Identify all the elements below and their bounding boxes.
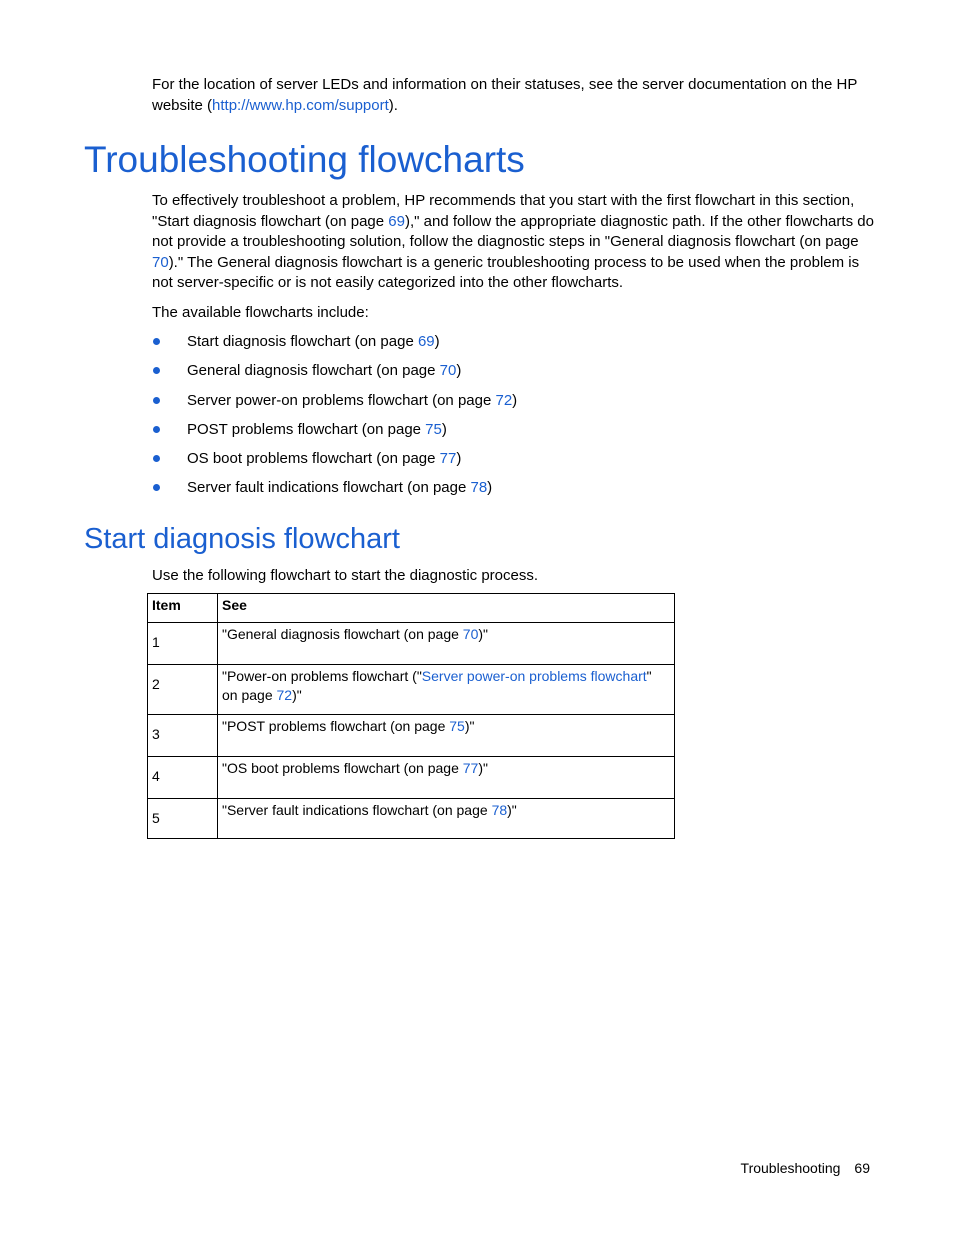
list-item xyxy=(152,360,852,389)
item-number: 1 xyxy=(148,623,218,665)
list-item xyxy=(152,390,852,419)
list-item-text: Start diagnosis flowchart (on page xyxy=(187,333,418,350)
list-item-page-link[interactable]: 69 xyxy=(417,333,435,350)
footer-page-number: 69 xyxy=(854,1160,870,1176)
see-cell xyxy=(218,623,675,665)
list-item-text: POST problems flowchart (on page xyxy=(187,420,426,438)
recommendation-paragraph xyxy=(152,191,874,294)
list-item-close: ) xyxy=(434,333,440,350)
see-text: "Server fault indications flowchart (on page xyxy=(222,802,492,818)
list-item xyxy=(152,448,852,477)
table-row xyxy=(148,757,675,799)
list-item-close: ) xyxy=(456,450,462,468)
hp-support-link[interactable]: http://www.hp.com/support xyxy=(212,96,389,114)
intro-paragraph xyxy=(152,75,874,116)
available-flowcharts-intro: The available flowcharts include: xyxy=(152,304,369,321)
column-header-item: Item xyxy=(148,594,218,623)
table-row xyxy=(148,799,675,839)
list-item-text: OS boot problems flowchart (on page xyxy=(187,450,440,468)
page-footer xyxy=(741,1158,870,1178)
intro-text-end: ). xyxy=(388,96,398,114)
bullet-icon xyxy=(153,338,160,345)
rec-text-2: )," and follow the appropriate diagnostic path. If the other flowcharts do not provide a troubleshooting solution, follow the diagnostic steps in "General diagnosis flowchart (on page xyxy=(152,212,874,250)
see-cell xyxy=(218,757,675,799)
see-text-end: )" xyxy=(507,802,517,818)
see-page-link[interactable]: 75 xyxy=(449,718,465,734)
list-item-text: General diagnosis flowchart (on page xyxy=(187,362,440,380)
rec-text-3: )." The General diagnosis flowchart is a generic troubleshooting process to be used when the problem is not server-specific or is not easily categorized into the other flowcharts. xyxy=(152,253,860,291)
see-text: "POST problems flowchart (on page xyxy=(222,718,450,734)
intro-text: For the location of server LEDs and information on their statuses, see the server documentation on the HP website ( xyxy=(152,76,858,114)
column-header-see: See xyxy=(218,594,675,623)
list-item xyxy=(152,419,852,448)
list-item-page-link[interactable]: 77 xyxy=(439,450,457,468)
see-page-link[interactable]: 72 xyxy=(276,687,293,703)
footer-section: Troubleshooting xyxy=(740,1160,841,1176)
see-page-link[interactable]: 70 xyxy=(462,626,479,642)
start-diagnosis-intro: Use the following flowchart to start the diagnostic process. xyxy=(152,567,539,584)
heading-start-diagnosis-flowchart: Start diagnosis flowchart xyxy=(84,523,400,555)
see-page-link[interactable]: 77 xyxy=(462,760,479,776)
table-row xyxy=(148,715,675,757)
list-item-page-link[interactable]: 75 xyxy=(425,420,442,438)
see-text: "Power-on problems flowchart (" xyxy=(222,668,422,684)
list-item-close: ) xyxy=(456,362,462,380)
list-item-page-link[interactable]: 78 xyxy=(470,479,488,497)
item-number: 4 xyxy=(148,757,218,799)
flowchart-list xyxy=(152,331,852,507)
item-number: 3 xyxy=(148,715,218,757)
bullet-icon xyxy=(153,484,160,491)
list-item-close: ) xyxy=(441,420,447,438)
list-item-close: ) xyxy=(487,479,493,497)
list-item-text: Server power-on problems flowchart (on page xyxy=(187,391,496,409)
bullet-icon xyxy=(153,397,160,404)
list-item xyxy=(152,331,852,360)
item-number: 2 xyxy=(148,665,218,715)
list-item-page-link[interactable]: 72 xyxy=(495,391,513,409)
see-text-end: )" xyxy=(292,687,302,703)
see-page-link[interactable]: 78 xyxy=(491,802,508,818)
see-cell xyxy=(218,715,675,757)
table-header-row xyxy=(148,594,675,623)
see-text-end: )" xyxy=(478,626,488,642)
list-item-close: ) xyxy=(512,391,518,409)
see-flowchart-link[interactable]: Server power-on problems flowchart xyxy=(421,668,647,684)
see-text: "General diagnosis flowchart (on page xyxy=(222,626,463,642)
item-see-table xyxy=(147,593,675,839)
item-number: 5 xyxy=(148,799,218,839)
bullet-icon xyxy=(153,455,160,462)
see-text-mid: " on page xyxy=(222,668,652,703)
list-item xyxy=(152,477,852,506)
rec-text-1: To effectively troubleshoot a problem, HP recommends that you start with the first flowchart in this section, "Start diagnosis flowchart (on page xyxy=(152,192,855,230)
table-row xyxy=(148,623,675,665)
page-link-69[interactable]: 69 xyxy=(388,212,405,230)
see-cell xyxy=(218,799,675,839)
see-text-end: )" xyxy=(464,718,475,734)
bullet-icon xyxy=(153,367,160,374)
see-cell xyxy=(218,665,675,715)
see-text-end: )" xyxy=(478,760,488,776)
heading-troubleshooting-flowcharts: Troubleshooting flowcharts xyxy=(84,139,525,180)
list-item-page-link[interactable]: 70 xyxy=(439,362,457,380)
see-text: "OS boot problems flowchart (on page xyxy=(222,760,463,776)
page-link-70[interactable]: 70 xyxy=(152,253,169,271)
table-row xyxy=(148,665,675,715)
bullet-icon xyxy=(153,426,160,433)
list-item-text: Server fault indications flowchart (on page xyxy=(187,479,471,497)
